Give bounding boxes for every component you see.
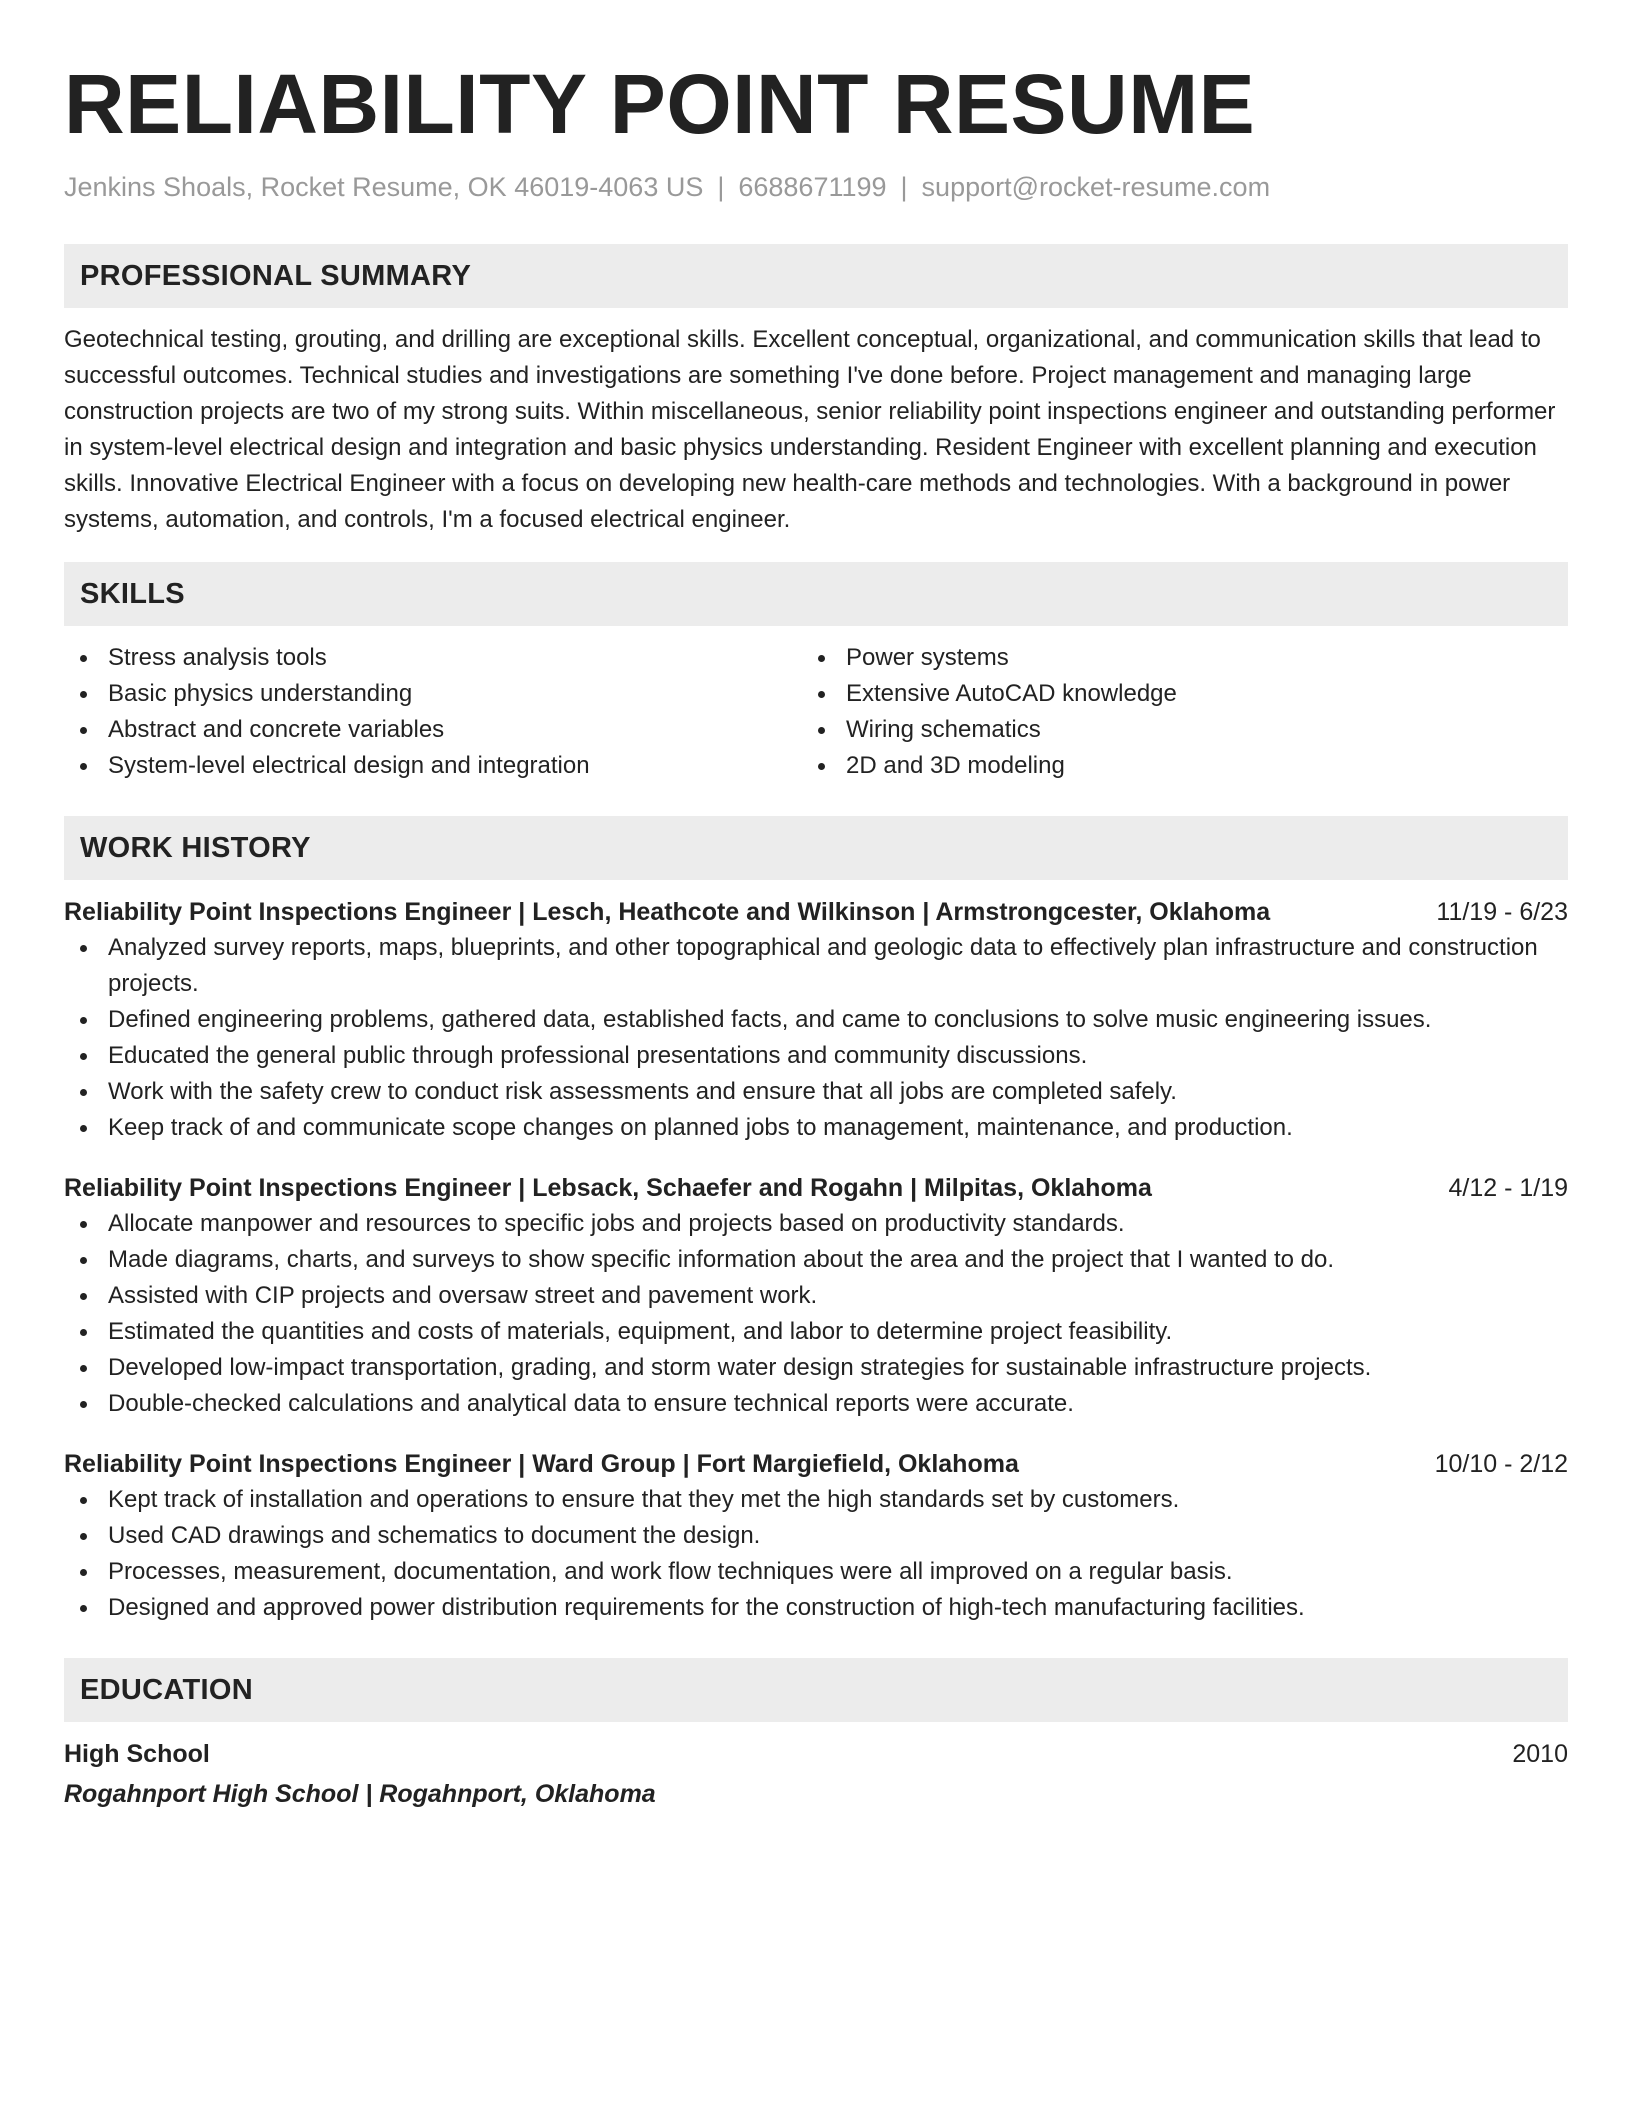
contact-separator: |: [900, 172, 908, 202]
job-entry: [64, 1170, 1568, 1422]
section-heading-work: WORK HISTORY: [64, 816, 1568, 880]
contact-email: support@rocket-resume.com: [921, 172, 1271, 202]
skill-item: Abstract and concrete variables: [64, 712, 802, 748]
job-dates: 11/19 - 6/23: [1436, 898, 1568, 926]
skill-item: Power systems: [802, 640, 1540, 676]
job-duty: Work with the safety crew to conduct risk assessments and ensure that all jobs are completed safely.: [64, 1074, 1568, 1110]
job-entry: [64, 894, 1568, 1146]
skill-item: 2D and 3D modeling: [802, 748, 1540, 784]
job-entry: [64, 1446, 1568, 1626]
education-school: Rogahnport High School | Rogahnport, Oklahoma: [64, 1780, 656, 1808]
skills-list: [64, 640, 1568, 784]
contact-address: Jenkins Shoals, Rocket Resume, OK 46019-4063 US: [64, 172, 704, 202]
education-header: [64, 1736, 1568, 1772]
job-duty: Keep track of and communicate scope changes on planned jobs to management, maintenance, and production.: [64, 1110, 1568, 1146]
job-dates: 4/12 - 1/19: [1448, 1174, 1568, 1202]
section-heading-summary: PROFESSIONAL SUMMARY: [64, 244, 1568, 308]
skill-item: System-level electrical design and integration: [64, 748, 802, 784]
job-duty: Designed and approved power distribution requirements for the construction of high-tech manufacturing facilities.: [64, 1590, 1568, 1626]
job-title: Reliability Point Inspections Engineer | Ward Group | Fort Margiefield, Oklahoma: [64, 1450, 1019, 1478]
job-duty: Used CAD drawings and schematics to document the design.: [64, 1518, 1568, 1554]
job-duty: Developed low-impact transportation, grading, and storm water design strategies for sustainable infrastructure projects.: [64, 1350, 1568, 1386]
skill-item: Wiring schematics: [802, 712, 1540, 748]
contact-line: [64, 170, 1568, 204]
job-duties: [64, 1482, 1568, 1626]
job-duty: Defined engineering problems, gathered data, established facts, and came to conclusions to solve music engineering issues.: [64, 1002, 1568, 1038]
job-duty: Estimated the quantities and costs of materials, equipment, and labor to determine project feasibility.: [64, 1314, 1568, 1350]
summary-text: Geotechnical testing, grouting, and drilling are exceptional skills. Excellent conceptual, organizational, and communication skills that lead to successful outcomes. Technical studies and investigations are something I've done before. Project management and managing large construction projects are two of my strong suits. Within miscellaneous, senior reliability point inspections engineer and outstanding performer in system-level electrical design and integration and basic physics understanding. Resident Engineer with excellent planning and execution skills. Innovative Electrical Engineer with a focus on developing new health-care methods and technologies. With a background in power systems, automation, and controls, I'm a focused electrical engineer.: [64, 326, 1556, 533]
education-degree: High School: [64, 1740, 210, 1768]
section-heading-skills: SKILLS: [64, 562, 1568, 626]
job-duty: Kept track of installation and operations to ensure that they met the high standards set by customers.: [64, 1482, 1568, 1518]
skills-column-right: [802, 640, 1540, 784]
job-duty: Allocate manpower and resources to specific jobs and projects based on productivity standards.: [64, 1206, 1568, 1242]
section-heading-education: EDUCATION: [64, 1658, 1568, 1722]
job-duties: [64, 1206, 1568, 1422]
contact-phone: 6688671199: [738, 172, 887, 202]
job-header: [64, 894, 1568, 930]
contact-separator: |: [717, 172, 725, 202]
skills-column-left: [64, 640, 802, 784]
job-header: [64, 1170, 1568, 1206]
job-duty: Processes, measurement, documentation, and work flow techniques were all improved on a regular basis.: [64, 1554, 1568, 1590]
job-duty: Made diagrams, charts, and surveys to show specific information about the area and the project that I wanted to do.: [64, 1242, 1568, 1278]
job-duty: Assisted with CIP projects and oversaw street and pavement work.: [64, 1278, 1568, 1314]
job-dates: 10/10 - 2/12: [1434, 1450, 1568, 1478]
job-duty: Analyzed survey reports, maps, blueprints, and other topographical and geologic data to effectively plan infrastructure and construction projects.: [64, 930, 1568, 1002]
skill-item: Basic physics understanding: [64, 676, 802, 712]
job-duty: Double-checked calculations and analytical data to ensure technical reports were accurate.: [64, 1386, 1568, 1422]
job-header: [64, 1446, 1568, 1482]
job-duties: [64, 930, 1568, 1146]
education-year: 2010: [1512, 1740, 1568, 1768]
skill-item: Extensive AutoCAD knowledge: [802, 676, 1540, 712]
resume-name: RELIABILITY POINT RESUME: [64, 57, 1256, 151]
job-duty: Educated the general public through professional presentations and community discussions.: [64, 1038, 1568, 1074]
job-title: Reliability Point Inspections Engineer | Lesch, Heathcote and Wilkinson | Armstrongcester, Oklahoma: [64, 898, 1271, 926]
skill-item: Stress analysis tools: [64, 640, 802, 676]
job-title: Reliability Point Inspections Engineer | Lebsack, Schaefer and Rogahn | Milpitas, Oklahoma: [64, 1174, 1152, 1202]
